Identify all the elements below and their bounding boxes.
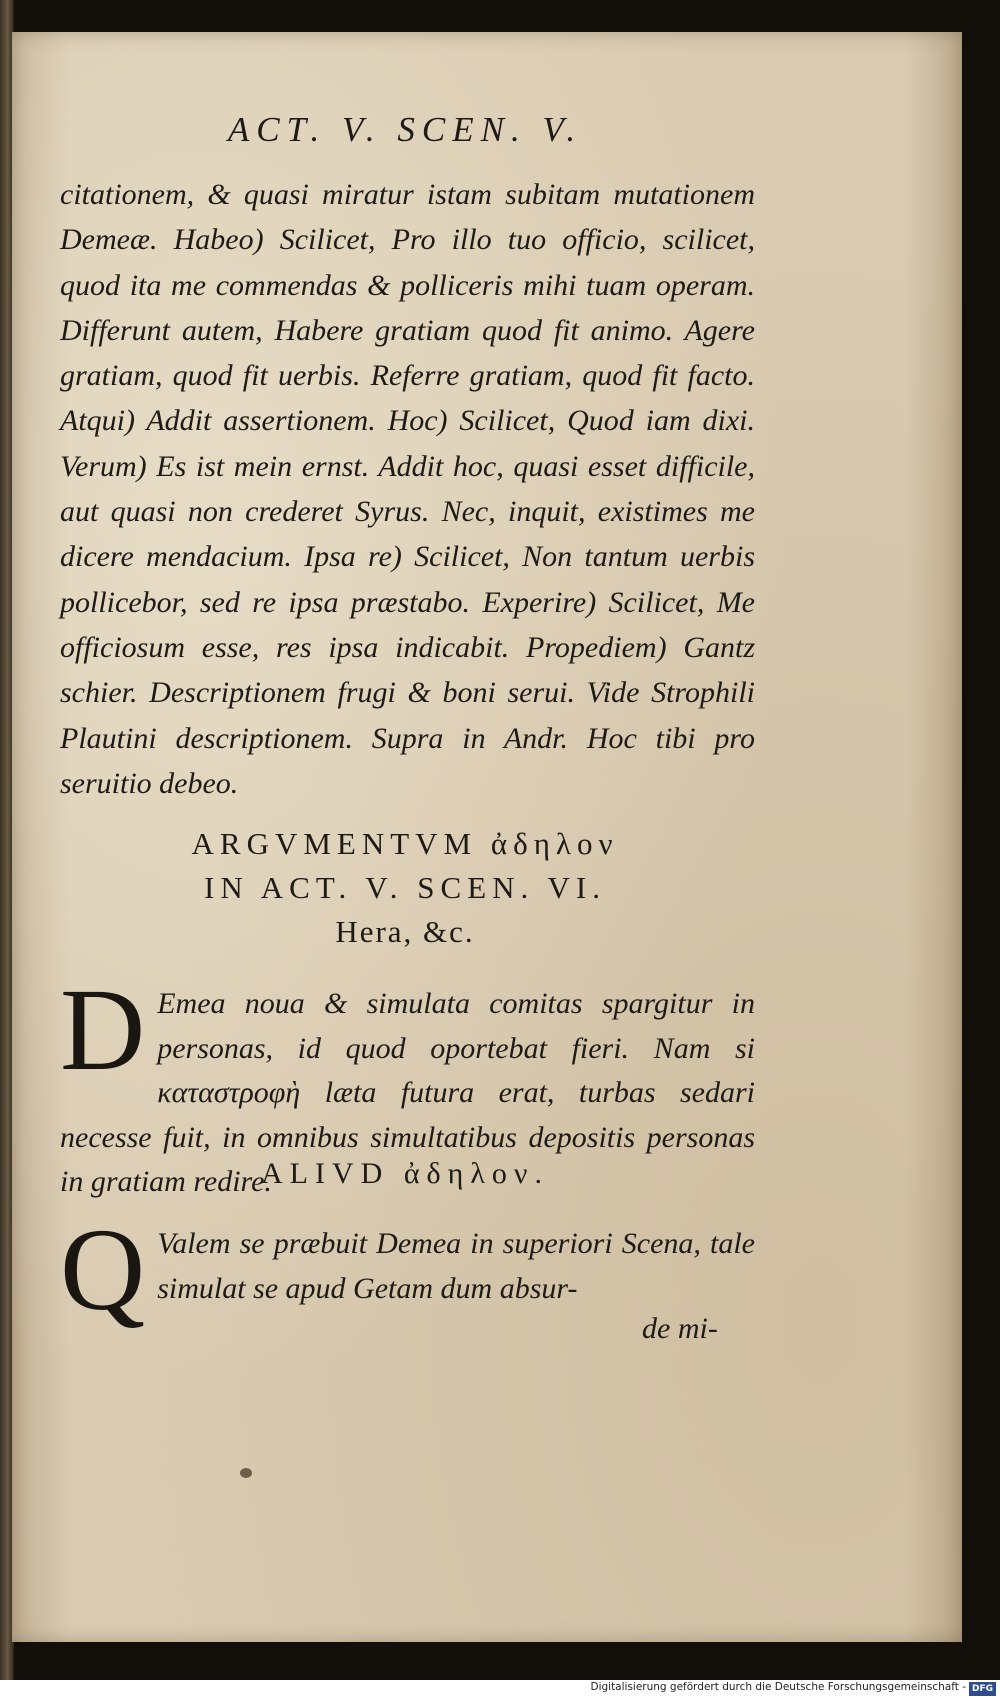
catchword: de mi- <box>642 1312 718 1345</box>
book-page <box>12 32 962 1642</box>
dfg-logo-icon: DFG <box>969 1682 996 1696</box>
argument-paragraph-text: Emea noua & simulata comitas spargitur in personas, id quod oportebat fieri. Nam si καταστροφὴ læta futura erat, turbas sedari necesse fuit, in omnibus simultatibus depositis personas in gratiam redire. <box>60 987 755 1198</box>
digitization-credit: Digitalisierung gefördert durch die Deutsche Forschungsgemeinschaft - <box>590 1681 966 1693</box>
drop-cap-q: Q <box>60 1204 146 1335</box>
argument-heading-line-2: IN ACT. V. SCEN. VI. <box>204 870 606 905</box>
ink-spot <box>240 1468 252 1478</box>
running-head: ACT. V. SCEN. V. <box>227 110 583 149</box>
aliud-heading: ALIVD ἀδηλον. <box>261 1157 549 1190</box>
aliud-paragraph-text: Valem se præbuit Demea in superiori Scena, tale simulat se apud Getam dum absur- <box>157 1227 755 1305</box>
argument-heading-line-3: Hera, &c. <box>335 914 475 949</box>
argument-heading-line-1: ARGVMENTVM ἀδηλον <box>191 826 619 861</box>
drop-cap-d: D <box>60 964 146 1095</box>
commentary-text: citationem, & quasi miratur istam subitam mutationem Demeæ. Habeo) Scilicet, Pro illo tuo officio, scilicet, quod ita me commendas & polliceris mihi tuam operam. Differunt autem, Habere gratiam quod fit animo. Agere gratiam, quod fit uerbis. Referre gratiam, quod fit facto. Atqui) Addit assertionem. Hoc) Scilicet, Quod iam dixi. Verum) Es ist mein ernst. Addit hoc, quasi esset difficile, aut quasi non crederet Syrus. Nec, inquit, existimes me dicere mendacium. Ipsa re) Scilicet, Non tantum uerbis pollicebor, sed re ipsa præstabo. Experire) Scilicet, Me officiosum esse, res ipsa indicabit. Propediem) Gantz schier. Descriptionem frugi & boni serui. Vide Strophili Plautini descriptionem. Supra in Andr. Hoc tibi pro seruitio debeo. <box>60 178 755 800</box>
argument-heading <box>60 822 750 954</box>
